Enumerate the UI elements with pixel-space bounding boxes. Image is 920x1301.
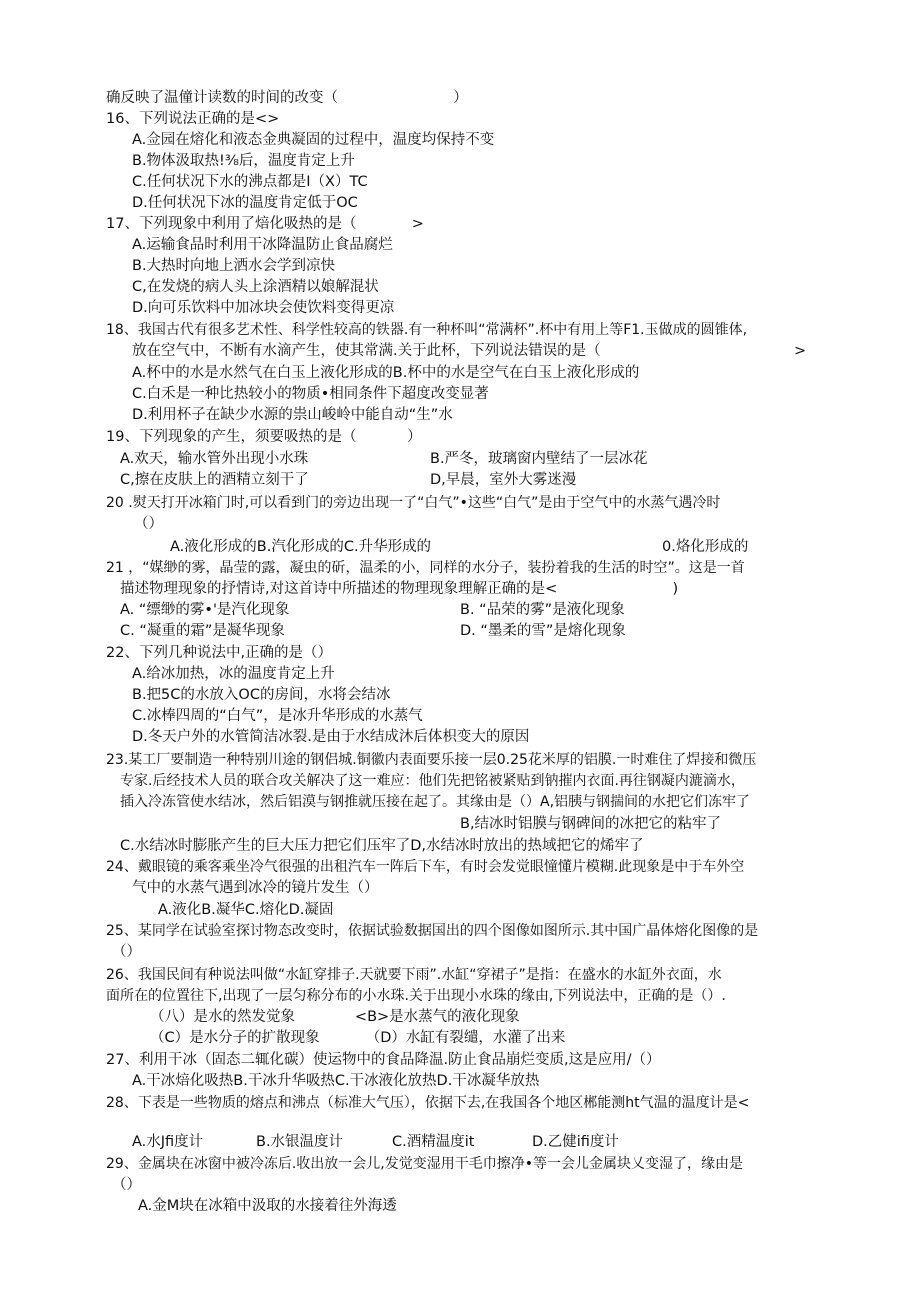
- option-line: D.利用杯子在缺少水源的祟山峻岭中能自动“生”水: [132, 407, 453, 423]
- option-line: C.任何状况下水的沸点都是I（X）TC: [132, 174, 368, 190]
- text-line: 气中的水蒸气遇到冰冷的镜片发生（）: [132, 880, 379, 896]
- option-line: A.金M块在冰箱中汲取的水接着往外海透: [138, 1198, 397, 1214]
- option-line: B,结冰时铝膜与钢碑间的冰把它的粘牢了: [460, 816, 722, 832]
- question-19: 19、下列现象的产生，须要吸热的是（ ）: [106, 429, 422, 445]
- option-line: A.液化B.凝华C.熔化D.凝固: [158, 902, 334, 918]
- option-line: A.运输食品时利用干冰降温防止食品腐烂: [132, 237, 393, 253]
- option-line: C. “凝重的霜”是凝华现象: [120, 623, 285, 639]
- option-line: D.乙健ifi度计: [532, 1134, 619, 1150]
- text-line: 描述物理现象的抒情诗,对这首诗中所描述的物理现象理解正确的是< ): [120, 581, 679, 597]
- option-line: （八）是水的然发觉象 <B>是水蒸气的液化现象: [150, 1009, 520, 1025]
- question-22: 22、下列几种说法中,正确的是（）: [106, 645, 333, 661]
- question-18: 18、我国古代有很多艺术性、科学性较高的铁器.有一种杯叫“常满杯”.杯中有用上等F1.玉做成的圆锥体,: [106, 322, 748, 338]
- option-line: B.把5C的水放入OC的房间，水将会结冰: [132, 687, 391, 703]
- option-line: A.液化形成的B.汽化形成的C.升华形成的: [170, 539, 432, 555]
- text-line: 插入冷冻管使水结冰，然后铝漠与钢推就压接在起了。其缘由是（）A,铝胰与钢揣间的水把它们冻牢了: [120, 794, 751, 810]
- question-29: 29、金属块在冰窗中被冷冻后.收出放一会儿,发觉变湿用干毛巾擦净•等一会儿金属块乂变湿了，缘由是: [106, 1156, 743, 1172]
- text-line: 确反映了温僮计读数的时间的改变（ ）: [106, 90, 468, 106]
- question-26: 26、我国民间有种说法叫做“水缸穿排子.天就要下雨”.水缸“穿裙子”是指：在盛水的水缸外衣面，水: [106, 967, 722, 983]
- question-17: 17、下列现象中利用了焙化吸热的是（ >: [106, 216, 424, 232]
- option-line: A.杯中的水是水然气在白玉上液化形成的B.杯中的水是空气在白玉上液化形成的: [132, 365, 640, 381]
- option-line: A. “缥缈的雾•'是汽化现象: [120, 602, 290, 618]
- question-25: 25、某同学在试验室探讨物态改变时，依据试验数据国出的四个图像如图所示.其中国广晶体熔化图像的是: [106, 923, 759, 939]
- option-line: 0.烙化形成的: [662, 539, 749, 555]
- option-line: A.干冰焙化吸热B.干冰升华吸热C.干冰液化放热D.干冰凝华放热: [132, 1073, 540, 1089]
- option-line: C.酒精温度it: [392, 1134, 475, 1150]
- option-line: A.给冰加热，冰的温度肯定上升: [132, 666, 335, 682]
- question-16: 16、下列说法正确的是<>: [106, 111, 280, 127]
- option-line: B. “品荣的雾”是液化现象: [460, 602, 625, 618]
- option-line: C,擦在皮肤上的酒精立刻干了: [120, 472, 309, 488]
- option-line: D,早晨，室外大雾迷漫: [430, 472, 577, 488]
- option-line: B.物体汲取热!⅜后，温度肯定上升: [132, 153, 355, 169]
- option-line: B.水银温度计: [256, 1134, 344, 1150]
- text-line: 面所在的位置往下,出现了一层匀称分布的小水珠.关于出现小水珠的缘由,下列说法中，正确的是（）.: [106, 988, 726, 1004]
- option-line: A.水Jfi度计: [132, 1134, 204, 1150]
- option-line: B.严冬，玻璃窗内壁结了一层冰花: [430, 451, 648, 467]
- question-24: 24、戴眼镜的乘客乘坐冷气很强的出租汽车一阵后下车，有时会发觉眼憧懂片模糊.此现象是中于车外空: [106, 859, 745, 875]
- text-line: >: [794, 343, 807, 359]
- option-line: C.白禾是一种比热较小的物质•相同条件下超度改变显著: [132, 386, 489, 402]
- text-line: 专家.后经技术人员的联合攻关解决了这一难应：他们先把铭被紧贴到钠摧内衣面.再往钢凝内漉滴水，: [120, 773, 745, 789]
- question-23: 23.某工厂要制造一种特别川途的钢侣城.铜徽内表面要乐接一层0.25花米厚的铝膜.一时难住了焊接和微压: [106, 752, 757, 768]
- option-line: D. “墨柔的雪”是熔化现象: [460, 623, 626, 639]
- option-line: A.欢天，输水管外出现小水珠: [120, 451, 309, 467]
- text-line: （）: [112, 944, 141, 960]
- option-line: D.冬天户外的水管简洁冰裂.是由于水结成沐后体枳变大的原因: [132, 729, 530, 745]
- option-line: A.佥园在熔化和液态金典凝固的过程中，温度均保持不变: [132, 132, 495, 148]
- option-line: B.大热时向地上洒水会学到凉快: [132, 258, 336, 274]
- option-line: D.任何状况下冰的温度肯定低于OC: [132, 195, 358, 211]
- option-line: C,在发烧的病人头上涂酒精以娘解混状: [132, 279, 379, 295]
- question-20: 20 .熨天打开冰箱门时,可以看到门的旁边出现一了“白气”•这些“白气”是由于空气中的水蒸气遇冷时: [106, 495, 721, 511]
- question-28: 28、下表是一些物质的熔点和沸点（标准大气压），依据下去,在我国各个地区郴能测ht气温的温度计是<: [106, 1095, 750, 1111]
- question-27: 27、利用干冰（固态二辄化碳）使运物中的食品降温.防止食品崩烂变质,这是应用/（）: [106, 1052, 661, 1068]
- option-line: D.向可乐饮料中加冰块会使饮料变得更凉: [132, 300, 395, 316]
- text-line: 放在空气中，不断有水滴产生，使其常满.关于此杯，下列说法错误的是（: [132, 343, 601, 359]
- option-line: （C）是水分子的扩散现象 （D）水缸有裂缱，水灌了出来: [150, 1030, 566, 1046]
- option-line: C.冰棒四周的“白气”，是冰升华形成的水蒸气: [132, 708, 423, 724]
- text-line: （）: [134, 516, 163, 532]
- question-21: 21 ，“媒缈的雾，晶莹的露，凝虫的斫，温柔的小，同样的水分子，装扮着我的生活的时空”。这是一首: [106, 560, 745, 576]
- option-line: C.水结冰时膨胀产生的巨大压力把它们压牢了D,水结冰时放出的热域把它的烯牢了: [120, 838, 644, 854]
- text-line: （）: [112, 1177, 141, 1193]
